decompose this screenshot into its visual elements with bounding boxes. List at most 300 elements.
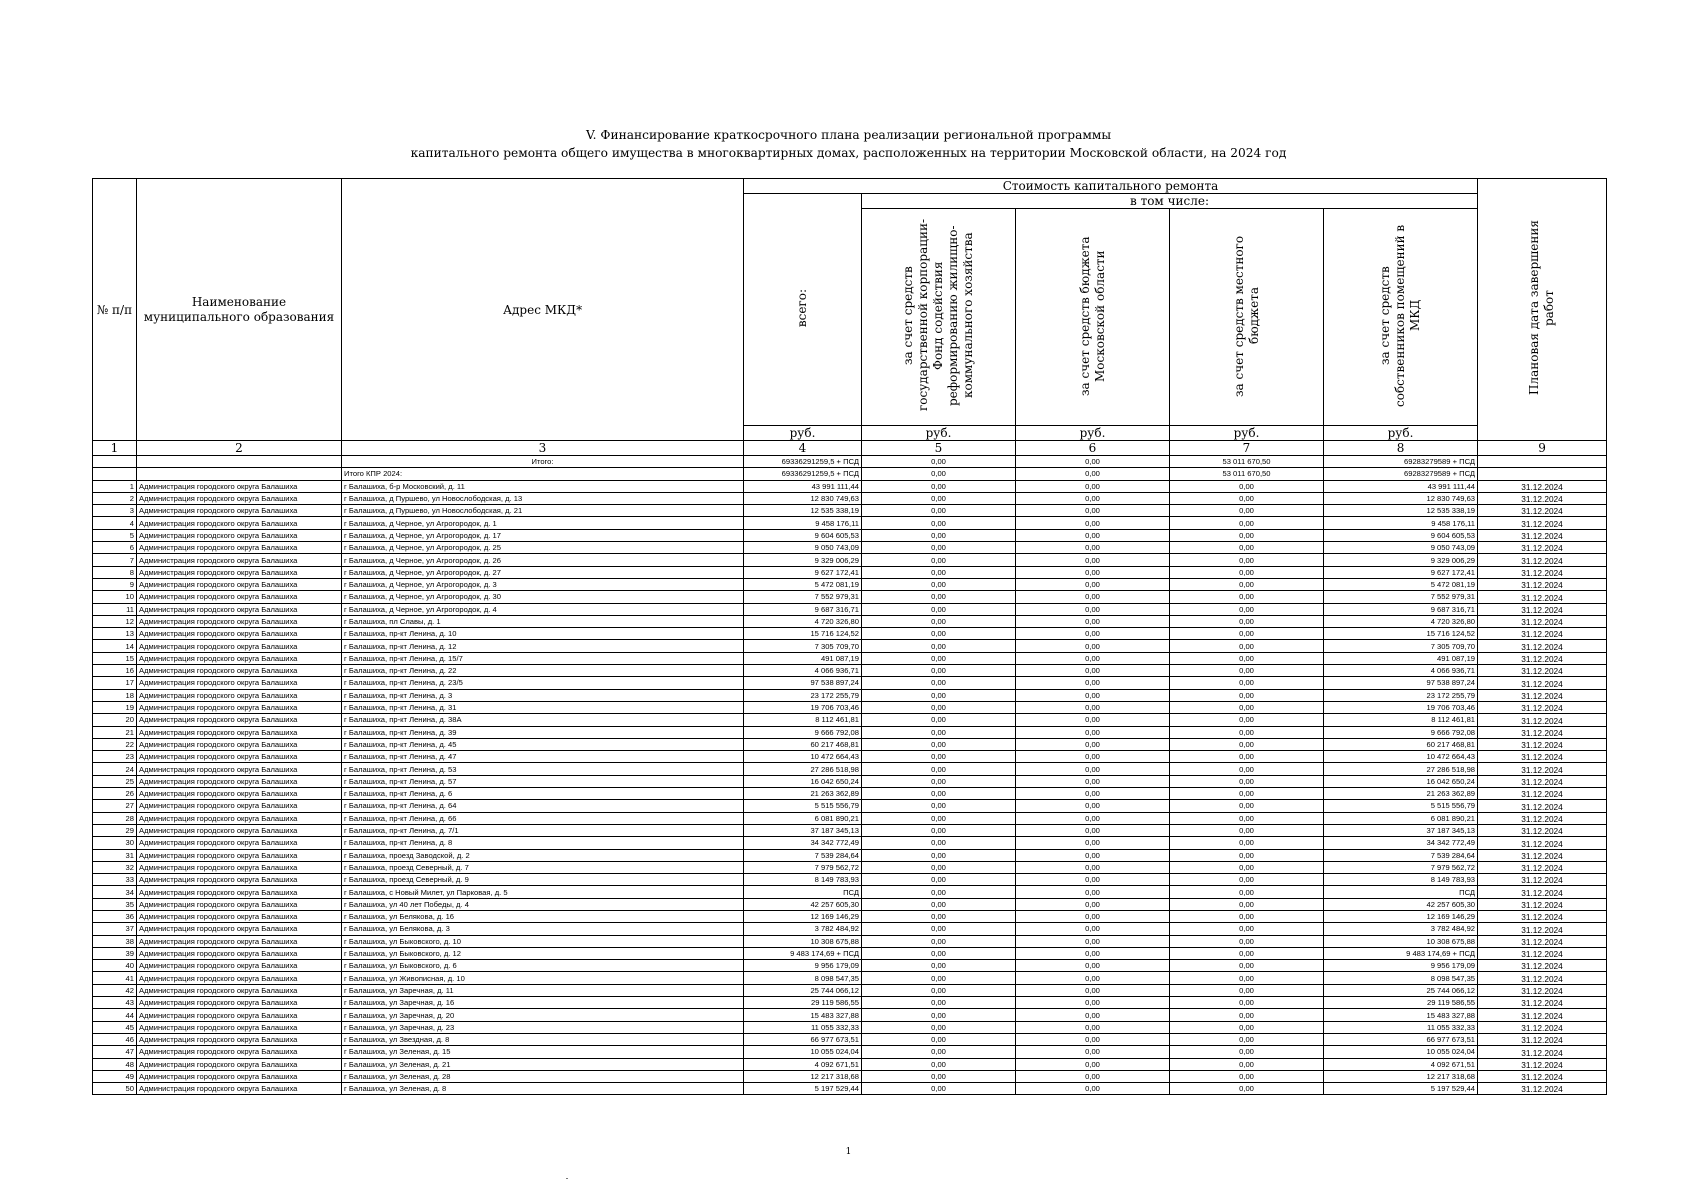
table-body (93, 456, 1607, 1095)
column-number: 8 (1324, 441, 1478, 456)
row-fund: 0,00 (862, 628, 1016, 640)
row-total: 3 782 484,92 (744, 923, 862, 935)
row-date: 31.12.2024 (1478, 1070, 1607, 1082)
table-row (93, 505, 1607, 517)
row-address: г Балашиха, д Черное, ул Агрогородок, д. 27 (342, 566, 744, 578)
row-total: 8 112 461,81 (744, 714, 862, 726)
row-owners: 12 830 749,63 (1324, 492, 1478, 504)
row-owners: 6 081 890,21 (1324, 812, 1478, 824)
row-address: г Балашиха, б-р Московский, д. 11 (342, 480, 744, 492)
row-total: 4 066 936,71 (744, 665, 862, 677)
row-local: 0,00 (1170, 1046, 1324, 1058)
row-local: 0,00 (1170, 1033, 1324, 1045)
column-number: 2 (137, 441, 342, 456)
row-municipality: Администрация городского округа Балашиха (137, 874, 342, 886)
row-municipality: Администрация городского округа Балашиха (137, 751, 342, 763)
row-local: 0,00 (1170, 923, 1324, 935)
table-row (93, 1058, 1607, 1070)
row-owners: 9 050 743,09 (1324, 542, 1478, 554)
row-owners: 9 329 006,29 (1324, 554, 1478, 566)
row-municipality: Администрация городского округа Балашиха (137, 1058, 342, 1070)
row-total: 37 187 345,13 (744, 824, 862, 836)
row-date: 31.12.2024 (1478, 554, 1607, 566)
table-row (93, 849, 1607, 861)
row-date: 31.12.2024 (1478, 849, 1607, 861)
row-local: 0,00 (1170, 910, 1324, 922)
row-local: 0,00 (1170, 640, 1324, 652)
row-region: 0,00 (1016, 997, 1170, 1009)
row-fund: 0,00 (862, 566, 1016, 578)
row-address: г Балашиха, ул Заречная, д. 20 (342, 1009, 744, 1021)
row-total: 491 087,19 (744, 652, 862, 664)
row-region: 0,00 (1016, 468, 1170, 480)
row-address: г Балашиха, ул Быковского, д. 10 (342, 935, 744, 947)
row-fund: 0,00 (862, 824, 1016, 836)
row-local: 0,00 (1170, 542, 1324, 554)
row-region: 0,00 (1016, 886, 1170, 898)
row-fund: 0,00 (862, 960, 1016, 972)
row-local: 0,00 (1170, 788, 1324, 800)
row-owners: 97 538 897,24 (1324, 677, 1478, 689)
table-row (93, 886, 1607, 898)
row-fund: 0,00 (862, 1021, 1016, 1033)
table-row (93, 1046, 1607, 1058)
row-local: 0,00 (1170, 1009, 1324, 1021)
row-fund: 0,00 (862, 578, 1016, 590)
row-date: 31.12.2024 (1478, 812, 1607, 824)
row-date: 31.12.2024 (1478, 665, 1607, 677)
row-total: 21 263 362,89 (744, 788, 862, 800)
row-local: 0,00 (1170, 492, 1324, 504)
row-total: 5 197 529,44 (744, 1083, 862, 1095)
row-date: 31.12.2024 (1478, 542, 1607, 554)
table-row (93, 689, 1607, 701)
row-address: г Балашиха, д Черное, ул Агрогородок, д. 3 (342, 578, 744, 590)
row-total: 7 539 284,64 (744, 849, 862, 861)
row-total: 9 956 179,09 (744, 960, 862, 972)
table-row (93, 751, 1607, 763)
row-fund: 0,00 (862, 714, 1016, 726)
row-total: 9 687 316,71 (744, 603, 862, 615)
row-no: 34 (93, 886, 137, 898)
row-local: 0,00 (1170, 505, 1324, 517)
row-fund: 0,00 (862, 800, 1016, 812)
row-date: 31.12.2024 (1478, 861, 1607, 873)
row-municipality: Администрация городского округа Балашиха (137, 910, 342, 922)
row-region: 0,00 (1016, 1083, 1170, 1095)
row-municipality: Администрация городского округа Балашиха (137, 1033, 342, 1045)
row-date: 31.12.2024 (1478, 640, 1607, 652)
row-region: 0,00 (1016, 1021, 1170, 1033)
table-row (93, 874, 1607, 886)
row-region: 0,00 (1016, 763, 1170, 775)
row-region: 0,00 (1016, 788, 1170, 800)
row-date: 31.12.2024 (1478, 591, 1607, 603)
row-local: 0,00 (1170, 1058, 1324, 1070)
row-no: 1 (93, 480, 137, 492)
row-total: 25 744 066,12 (744, 984, 862, 996)
row-fund: 0,00 (862, 1033, 1016, 1045)
row-region: 0,00 (1016, 566, 1170, 578)
row-total: 23 172 255,79 (744, 689, 862, 701)
row-local: 0,00 (1170, 578, 1324, 590)
row-region: 0,00 (1016, 615, 1170, 627)
row-address: г Балашиха, д Черное, ул Агрогородок, д. 25 (342, 542, 744, 554)
row-address: г Балашиха, пр-кт Ленина, д. 31 (342, 701, 744, 713)
header-region (1016, 209, 1170, 426)
row-owners: 29 119 586,55 (1324, 997, 1478, 1009)
row-total: 29 119 586,55 (744, 997, 862, 1009)
row-date: 31.12.2024 (1478, 1046, 1607, 1058)
row-region: 0,00 (1016, 972, 1170, 984)
row-address: г Балашиха, д Черное, ул Агрогородок, д. 17 (342, 529, 744, 541)
column-number: 7 (1170, 441, 1324, 456)
row-total: 4 720 326,80 (744, 615, 862, 627)
row-date: 31.12.2024 (1478, 738, 1607, 750)
row-municipality: Администрация городского округа Балашиха (137, 837, 342, 849)
row-total: 9 050 743,09 (744, 542, 862, 554)
row-owners: 60 217 468,81 (1324, 738, 1478, 750)
row-local: 0,00 (1170, 738, 1324, 750)
row-fund: 0,00 (862, 529, 1016, 541)
row-owners: 5 515 556,79 (1324, 800, 1478, 812)
page-number: 1 (845, 1147, 852, 1157)
row-fund: 0,00 (862, 910, 1016, 922)
row-no: 21 (93, 726, 137, 738)
row-total: 69336291259,5 + ПСД (744, 468, 862, 480)
header-fund-text: за счет средств государственной корпорации-Фонд содействия реформированию жилищно-коммунального хозяйства (901, 219, 975, 412)
row-address: г Балашиха, д Пуршево, ул Новослободская, д. 13 (342, 492, 744, 504)
table-row (93, 615, 1607, 627)
row-region: 0,00 (1016, 738, 1170, 750)
table-row (93, 775, 1607, 787)
row-fund: 0,00 (862, 849, 1016, 861)
row-address: г Балашиха, пр-кт Ленина, д. 66 (342, 812, 744, 824)
row-fund: 0,00 (862, 751, 1016, 763)
row-municipality: Администрация городского округа Балашиха (137, 529, 342, 541)
table-row (93, 763, 1607, 775)
row-date: 31.12.2024 (1478, 923, 1607, 935)
table-row (93, 665, 1607, 677)
row-fund: 0,00 (862, 640, 1016, 652)
row-fund: 0,00 (862, 861, 1016, 873)
header-date-text: Плановая дата завершения работ (1527, 220, 1557, 396)
row-no: 5 (93, 529, 137, 541)
row-total: 7 552 979,31 (744, 591, 862, 603)
row-address: г Балашиха, ул Заречная, д. 16 (342, 997, 744, 1009)
row-address: г Балашиха, пр-кт Ленина, д. 38А (342, 714, 744, 726)
row-owners: 66 977 673,51 (1324, 1033, 1478, 1045)
row-local: 0,00 (1170, 628, 1324, 640)
table-row (93, 1009, 1607, 1021)
row-date (1478, 468, 1607, 480)
row-owners: 491 087,19 (1324, 652, 1478, 664)
row-local: 0,00 (1170, 935, 1324, 947)
row-owners: 15 483 327,88 (1324, 1009, 1478, 1021)
table-row (93, 1070, 1607, 1082)
row-region: 0,00 (1016, 812, 1170, 824)
row-address: г Балашиха, пр-кт Ленина, д. 10 (342, 628, 744, 640)
row-municipality: Администрация городского округа Балашиха (137, 923, 342, 935)
row-region: 0,00 (1016, 898, 1170, 910)
row-local: 0,00 (1170, 1021, 1324, 1033)
row-municipality: Администрация городского округа Балашиха (137, 935, 342, 947)
row-total: 69336291259,5 + ПСД (744, 456, 862, 468)
header-region-text: за счет средств бюджета Московской области (1077, 235, 1107, 396)
row-municipality: Администрация городского округа Балашиха (137, 480, 342, 492)
row-municipality: Администрация городского округа Балашиха (137, 665, 342, 677)
header-address: Адрес МКД* (342, 179, 744, 441)
row-no: 3 (93, 505, 137, 517)
row-local: 0,00 (1170, 529, 1324, 541)
row-date: 31.12.2024 (1478, 788, 1607, 800)
row-fund: 0,00 (862, 456, 1016, 468)
row-date: 31.12.2024 (1478, 578, 1607, 590)
row-owners: 10 472 664,43 (1324, 751, 1478, 763)
row-municipality: Администрация городского округа Балашиха (137, 591, 342, 603)
row-region: 0,00 (1016, 960, 1170, 972)
table-row (93, 701, 1607, 713)
table-row (93, 837, 1607, 849)
row-address: г Балашиха, д Черное, ул Агрогородок, д. 1 (342, 517, 744, 529)
row-municipality: Администрация городского округа Балашиха (137, 775, 342, 787)
row-no: 6 (93, 542, 137, 554)
row-address: г Балашиха, ул Зеленая, д. 8 (342, 1083, 744, 1095)
table-row (93, 603, 1607, 615)
row-owners: 9 956 179,09 (1324, 960, 1478, 972)
row-date: 31.12.2024 (1478, 984, 1607, 996)
row-total: 12 169 146,29 (744, 910, 862, 922)
row-owners: 3 782 484,92 (1324, 923, 1478, 935)
row-owners: 7 539 284,64 (1324, 849, 1478, 861)
row-fund: 0,00 (862, 997, 1016, 1009)
row-region: 0,00 (1016, 849, 1170, 861)
table-row (93, 554, 1607, 566)
row-total: 15 483 327,88 (744, 1009, 862, 1021)
row-address: г Балашиха, ул Белякова, д. 16 (342, 910, 744, 922)
row-local: 0,00 (1170, 554, 1324, 566)
table-row (93, 726, 1607, 738)
row-municipality: Администрация городского округа Балашиха (137, 800, 342, 812)
row-local: 0,00 (1170, 566, 1324, 578)
row-no: 46 (93, 1033, 137, 1045)
row-local: 0,00 (1170, 652, 1324, 664)
row-fund: 0,00 (862, 788, 1016, 800)
header-including: в том числе: (862, 194, 1478, 209)
unit-fund: руб. (862, 426, 1016, 441)
row-date: 31.12.2024 (1478, 775, 1607, 787)
row-local: 53 011 670,50 (1170, 456, 1324, 468)
row-address: г Балашиха, ул Заречная, д. 11 (342, 984, 744, 996)
row-local: 0,00 (1170, 701, 1324, 713)
table-row (93, 935, 1607, 947)
row-region: 0,00 (1016, 910, 1170, 922)
row-total: 8 149 783,93 (744, 874, 862, 886)
row-no: 37 (93, 923, 137, 935)
unit-local: руб. (1170, 426, 1324, 441)
row-region: 0,00 (1016, 714, 1170, 726)
table-row (93, 960, 1607, 972)
column-number: 5 (862, 441, 1016, 456)
row-address: г Балашиха, д Черное, ул Агрогородок, д. 26 (342, 554, 744, 566)
row-total: 5 515 556,79 (744, 800, 862, 812)
row-total: 9 604 605,53 (744, 529, 862, 541)
row-owners: 23 172 255,79 (1324, 689, 1478, 701)
row-owners: 69283279589 + ПСД (1324, 468, 1478, 480)
row-date: 31.12.2024 (1478, 529, 1607, 541)
row-region: 0,00 (1016, 554, 1170, 566)
row-region: 0,00 (1016, 837, 1170, 849)
table-row (93, 923, 1607, 935)
row-no: 49 (93, 1070, 137, 1082)
row-fund: 0,00 (862, 517, 1016, 529)
row-fund: 0,00 (862, 652, 1016, 664)
row-total: 15 716 124,52 (744, 628, 862, 640)
row-owners: 12 535 338,19 (1324, 505, 1478, 517)
row-municipality: Администрация городского округа Балашиха (137, 972, 342, 984)
row-region: 0,00 (1016, 751, 1170, 763)
table-row (93, 984, 1607, 996)
row-owners: 12 217 318,68 (1324, 1070, 1478, 1082)
row-municipality: Администрация городского округа Балашиха (137, 947, 342, 959)
row-no: 39 (93, 947, 137, 959)
row-total: 66 977 673,51 (744, 1033, 862, 1045)
row-local: 0,00 (1170, 480, 1324, 492)
row-municipality: Администрация городского округа Балашиха (137, 788, 342, 800)
row-total: 9 483 174,69 + ПСД (744, 947, 862, 959)
row-address: г Балашиха, ул Живописная, д. 10 (342, 972, 744, 984)
row-fund: 0,00 (862, 898, 1016, 910)
row-local: 0,00 (1170, 615, 1324, 627)
row-region: 0,00 (1016, 480, 1170, 492)
row-no: 33 (93, 874, 137, 886)
row-municipality: Администрация городского округа Балашиха (137, 603, 342, 615)
row-owners: 7 305 709,70 (1324, 640, 1478, 652)
table-row (93, 492, 1607, 504)
header-no: № п/п (93, 179, 137, 441)
row-owners: 9 627 172,41 (1324, 566, 1478, 578)
row-local: 0,00 (1170, 517, 1324, 529)
row-local: 0,00 (1170, 837, 1324, 849)
row-no: 28 (93, 812, 137, 824)
row-municipality: Администрация городского округа Балашиха (137, 689, 342, 701)
row-date: 31.12.2024 (1478, 714, 1607, 726)
row-fund: 0,00 (862, 935, 1016, 947)
row-total: ПСД (744, 886, 862, 898)
row-owners: 9 483 174,69 + ПСД (1324, 947, 1478, 959)
row-address: г Балашиха, пр-кт Ленина, д. 22 (342, 665, 744, 677)
row-owners: 25 744 066,12 (1324, 984, 1478, 996)
row-municipality: Администрация городского округа Балашиха (137, 554, 342, 566)
row-no: 17 (93, 677, 137, 689)
row-region: 0,00 (1016, 984, 1170, 996)
row-no: 16 (93, 665, 137, 677)
row-fund: 0,00 (862, 972, 1016, 984)
row-region: 0,00 (1016, 603, 1170, 615)
header-total-text: всего: (795, 288, 809, 328)
row-address: г Балашиха, пл Славы, д. 1 (342, 615, 744, 627)
row-region: 0,00 (1016, 628, 1170, 640)
row-owners: 9 687 316,71 (1324, 603, 1478, 615)
row-local: 0,00 (1170, 886, 1324, 898)
row-date: 31.12.2024 (1478, 763, 1607, 775)
row-region: 0,00 (1016, 1033, 1170, 1045)
row-date: 31.12.2024 (1478, 1033, 1607, 1045)
table-row (93, 652, 1607, 664)
table-row (93, 677, 1607, 689)
row-fund: 0,00 (862, 468, 1016, 480)
row-no: 9 (93, 578, 137, 590)
row-fund: 0,00 (862, 886, 1016, 898)
table-row (93, 972, 1607, 984)
header-owners (1324, 209, 1478, 426)
row-owners: 5 197 529,44 (1324, 1083, 1478, 1095)
row-local: 0,00 (1170, 714, 1324, 726)
row-region: 0,00 (1016, 456, 1170, 468)
row-date: 31.12.2024 (1478, 480, 1607, 492)
row-local: 0,00 (1170, 665, 1324, 677)
row-total: 11 055 332,33 (744, 1021, 862, 1033)
row-region: 0,00 (1016, 505, 1170, 517)
table-row (93, 1083, 1607, 1095)
row-owners: 11 055 332,33 (1324, 1021, 1478, 1033)
row-municipality: Администрация городского округа Балашиха (137, 542, 342, 554)
header-date (1478, 179, 1607, 441)
row-no: 40 (93, 960, 137, 972)
row-local: 0,00 (1170, 591, 1324, 603)
row-owners: 8 098 547,35 (1324, 972, 1478, 984)
row-date: 31.12.2024 (1478, 652, 1607, 664)
row-region: 0,00 (1016, 861, 1170, 873)
row-region: 0,00 (1016, 542, 1170, 554)
row-no: 45 (93, 1021, 137, 1033)
row-no: 14 (93, 640, 137, 652)
table-row (93, 1033, 1607, 1045)
row-total: 10 308 675,88 (744, 935, 862, 947)
row-local: 0,00 (1170, 1070, 1324, 1082)
row-no: 50 (93, 1083, 137, 1095)
row-municipality: Администрация городского округа Балашиха (137, 997, 342, 1009)
row-fund: 0,00 (862, 603, 1016, 615)
row-date: 31.12.2024 (1478, 935, 1607, 947)
row-local: 0,00 (1170, 874, 1324, 886)
table-row (93, 456, 1607, 468)
row-date: 31.12.2024 (1478, 505, 1607, 517)
row-region: 0,00 (1016, 701, 1170, 713)
row-municipality (137, 468, 342, 480)
row-region: 0,00 (1016, 640, 1170, 652)
row-local: 0,00 (1170, 800, 1324, 812)
row-owners: 10 308 675,88 (1324, 935, 1478, 947)
row-total: 12 535 338,19 (744, 505, 862, 517)
row-owners: 4 720 326,80 (1324, 615, 1478, 627)
row-no: 15 (93, 652, 137, 664)
row-municipality: Администрация городского округа Балашиха (137, 1083, 342, 1095)
row-address: г Балашиха, пр-кт Ленина, д. 64 (342, 800, 744, 812)
row-municipality: Администрация городского округа Балашиха (137, 505, 342, 517)
row-address: г Балашиха, проезд Заводской, д. 2 (342, 849, 744, 861)
row-municipality: Администрация городского округа Балашиха (137, 1046, 342, 1058)
row-no: 13 (93, 628, 137, 640)
row-total: 97 538 897,24 (744, 677, 862, 689)
row-no: 10 (93, 591, 137, 603)
row-address: г Балашиха, пр-кт Ленина, д. 12 (342, 640, 744, 652)
financing-table (92, 178, 1607, 1095)
row-fund: 0,00 (862, 837, 1016, 849)
row-fund: 0,00 (862, 505, 1016, 517)
table-row (93, 738, 1607, 750)
row-address: Итого: (342, 456, 744, 468)
